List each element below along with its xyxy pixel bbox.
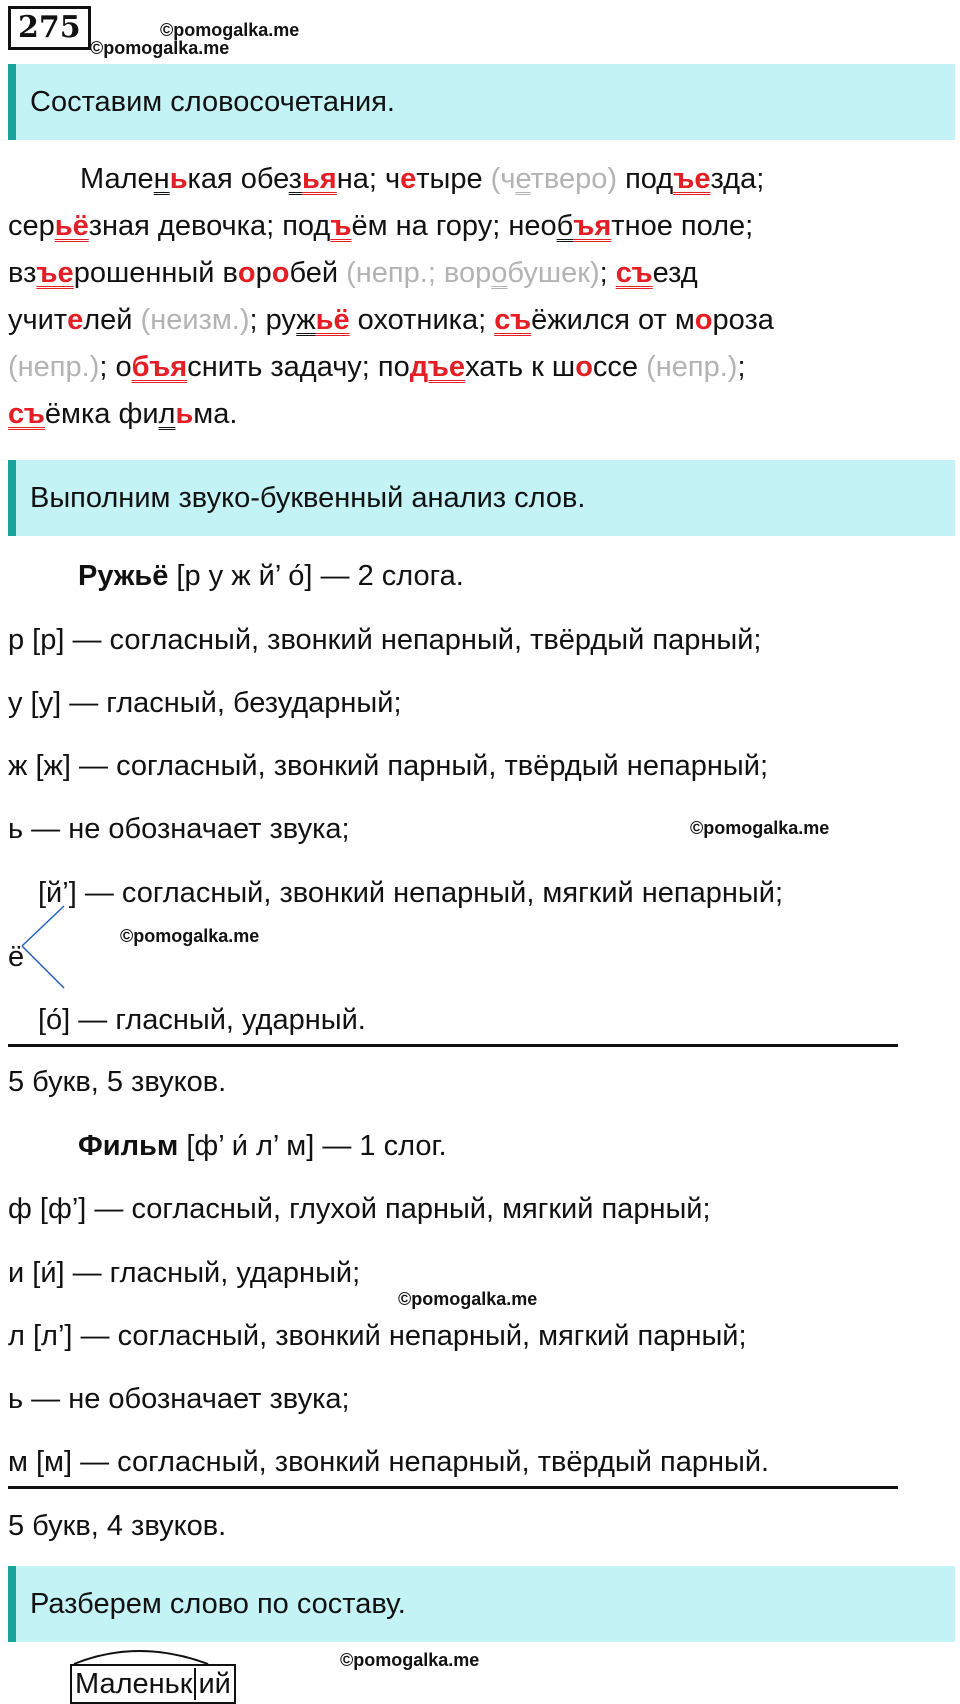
phrase-segment: съ [494,304,532,336]
watermark: ©pomogalka.me [340,1650,480,1670]
phrase-segment: дъе [409,351,466,383]
phrase-segment: Мале [80,163,154,195]
phrase-segment: бей [289,257,347,289]
phrase-segment: о [694,304,713,336]
phrase-segment: (непр.) [8,351,100,383]
phrase-segment: н [153,163,170,195]
word2-line: ь — не обозначает звука; [8,1383,350,1415]
word-ending: ий [194,1668,230,1700]
phrase-segment: ьё [54,210,89,242]
word1-branch-bottom: [о́] — гласный, ударный. [38,1004,366,1036]
watermark: ©pomogalka.me [690,818,830,838]
branch-lines [20,900,70,990]
phrase-line [8,250,948,297]
phrase-segment: о [271,257,290,289]
watermark: ©pomogalka.me [120,926,260,946]
phrase-segment: е [515,163,531,195]
phrase-segment: ъ [36,257,58,289]
phrase-segment: о [575,351,593,383]
divider [8,1486,898,1489]
phrase-segment: зда; [710,163,765,195]
word2-word: Фильм [78,1130,179,1162]
phrase-segment: ; о [99,351,132,383]
phrase-segment: л [158,398,176,430]
phrase-line [8,203,948,250]
watermark: ©pomogalka.me [90,38,230,58]
phrase-segment: (ч [490,163,516,195]
phrase-segment: зная девочка; под [88,210,331,242]
phrase-segment: ьё [315,304,350,336]
phrase-segment: ём на гору; нео [351,210,557,242]
word1-branch-top: [й’] — согласный, звонкий непарный, мягкий непарный; [38,877,784,909]
phrase-segment: е [400,163,417,195]
phrase-segment: бушек) [507,257,600,289]
word-stem: Маленьк [75,1668,193,1700]
phrase-segment: вз [8,257,37,289]
word1-summary: 5 букв, 5 звуков. [8,1066,227,1098]
watermark: ©pomogalka.me [398,1289,538,1309]
phrase-segment: о [237,257,256,289]
phrase-segment: тверо) [530,163,618,195]
phrase-segment: ъ [330,210,352,242]
phrase-segment: (непр.; вор [346,257,492,289]
phrase-segment: кая обе [187,163,289,195]
phrase-segment: з [288,163,302,195]
phrase-segment: лей [83,304,141,336]
watermark: ©pomogalka.me [160,20,300,40]
phrase-segment: е [694,163,711,195]
word1-transcription: [р у ж й’ о́] — 2 слога. [168,560,464,592]
phrase-segment: ь [175,398,194,430]
word1-word: Ружьё [78,560,169,592]
phrase-segment: ссе [592,351,647,383]
phrase-segment: е [67,304,84,336]
phrase-segment: (неизм.) [140,304,250,336]
phrase-segment: ж [296,304,316,336]
phrase-segment: роза [712,304,774,336]
phrase-line [8,391,948,438]
word1-line: р [р] — согласный, звонкий непарный, твёрдый парный; [8,624,762,656]
phrase-segment: съ [615,257,653,289]
word2-line: л [л’] — согласный, звонкий непарный, мягкий парный; [8,1320,747,1352]
phrase-segment: ёжился от м [531,304,695,336]
phrase-segment: рошенный в [73,257,238,289]
root-arc [68,1644,218,1666]
divider [8,1044,898,1047]
phrase-line [8,344,948,391]
word2-line: и [и́] — гласный, ударный; [8,1257,361,1289]
section-title-phrases: Составим словосочетания. [8,64,955,140]
phrase-segment: ма. [193,398,238,430]
word2-line: ф [ф’] — согласный, глухой парный, мягкий парный; [8,1193,711,1225]
phrase-segment: хать к ш [465,351,576,383]
phrase-segment: тное поле; [611,210,754,242]
word1-line: ж [ж] — согласный, звонкий парный, твёрдый непарный; [8,750,769,782]
word1-line: у [у] — гласный, безударный; [8,687,402,719]
phrase-segment: снить задачу; по [187,351,410,383]
phrase-segment: ; ру [249,304,297,336]
phrase-segment: под [617,163,674,195]
word2-transcription: [ф’ и́ л’ м] — 1 слог. [178,1130,447,1162]
phrase-segment: (непр.) [646,351,738,383]
phrase-line [8,297,948,344]
word2-line: м [м] — согласный, звонкий непарный, твёрдый парный. [8,1446,770,1478]
phrase-segment: учит [8,304,68,336]
phrase-segment: ья [301,163,337,195]
phrase-segment: р [255,257,272,289]
phrase-segment: езд [652,257,698,289]
phrase-segment: е [57,257,74,289]
section-title-analysis: Выполним звуко-буквенный анализ слов. [8,460,955,536]
phrases-text [8,156,948,438]
phrase-segment: ёмка фи [44,398,159,430]
phrase-segment: съ [8,398,45,430]
word1-branch-letter: ё [8,941,25,973]
phrase-segment: о [491,257,508,289]
phrase-segment: тыре [416,163,491,195]
phrase-segment: сер [8,210,55,242]
word2-heading [8,1126,447,1166]
phrase-segment: ъя [573,210,612,242]
phrase-line [8,156,948,203]
exercise-number: 275 [8,6,91,50]
word1-line: ь — не обозначает звука; [8,813,350,845]
phrase-segment: ъ [673,163,695,195]
word2-summary: 5 букв, 4 звуков. [8,1510,227,1542]
word1-heading [8,556,464,596]
morpheme-word [70,1664,236,1704]
phrase-segment: ь [169,163,188,195]
section-title-morphemes: Разберем слово по составу. [8,1566,955,1642]
phrase-segment: бъя [131,351,188,383]
phrase-segment: ; [737,351,746,383]
phrase-segment: на; ч [336,163,401,195]
phrase-segment: охотника; [349,304,495,336]
phrase-segment: б [556,210,574,242]
phrase-segment: ; [599,257,616,289]
